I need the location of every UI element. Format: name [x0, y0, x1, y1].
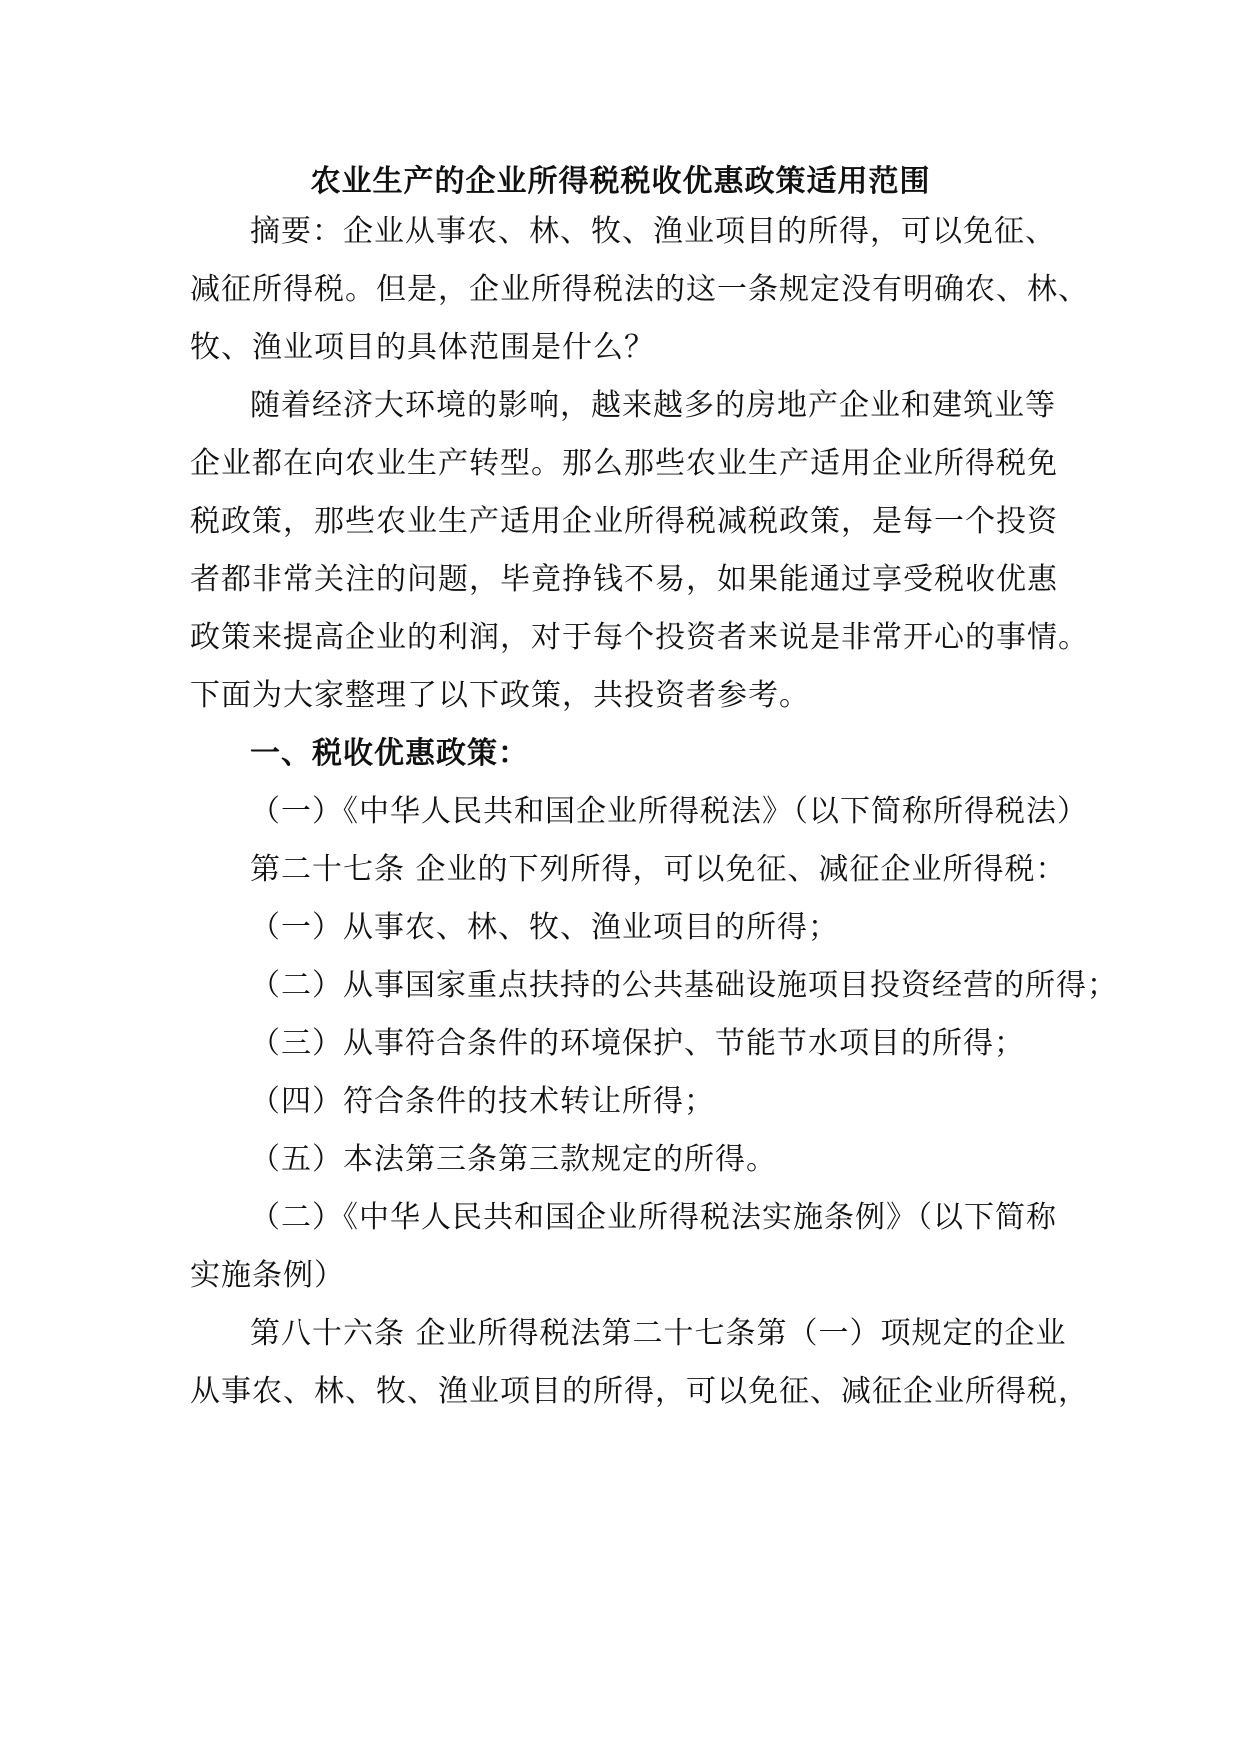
abstract-line: 摘要：企业从事农、林、牧、渔业项目的所得，可以免征、 — [250, 214, 1056, 249]
intro-line: 政策来提高企业的利润，对于每个投资者来说是非常开心的事情。 — [190, 620, 1089, 655]
article-27-item: （二）从事国家重点扶持的公共基础设施项目投资经营的所得； — [250, 968, 1118, 1003]
abstract-line: 减征所得税。但是，企业所得税法的这一条规定没有明确农、林、 — [190, 272, 1089, 307]
law-reference-1: （一）《中华人民共和国企业所得税法》（以下简称所得税法） — [250, 794, 1088, 829]
article-27: 第二十七条 企业的下列所得，可以免征、减征企业所得税： — [250, 852, 1067, 887]
law-reference-2: （二）《中华人民共和国企业所得税法实施条例》（以下简称 — [250, 1200, 1057, 1235]
article-86: 从事农、林、牧、渔业项目的所得，可以免征、减征企业所得税， — [190, 1374, 1089, 1409]
article-27-item: （三）从事符合条件的环境保护、节能节水项目的所得； — [250, 1026, 1025, 1061]
intro-line: 者都非常关注的问题，毕竟挣钱不易，如果能通过享受税收优惠 — [190, 562, 1058, 597]
intro-line: 下面为大家整理了以下政策，共投资者参考。 — [190, 678, 810, 713]
intro-line: 税政策，那些农业生产适用企业所得税减税政策，是每一个投资 — [190, 504, 1058, 539]
article-86: 第八十六条 企业所得税法第二十七条第（一）项规定的企业 — [250, 1316, 1067, 1351]
article-27-item: （五）本法第三条第三款规定的所得。 — [250, 1142, 777, 1177]
abstract-line: 牧、渔业项目的具体范围是什么？ — [190, 330, 655, 365]
law-reference-2: 实施条例） — [190, 1258, 345, 1293]
article-27-item: （一）从事农、林、牧、渔业项目的所得； — [250, 910, 839, 945]
document-title: 农业生产的企业所得税税收优惠政策适用范围 — [310, 164, 931, 199]
intro-line: 随着经济大环境的影响，越来越多的房地产企业和建筑业等 — [250, 388, 1056, 423]
article-27-item: （四）符合条件的技术转让所得； — [250, 1084, 715, 1119]
section-heading: 一、税收优惠政策： — [250, 736, 529, 771]
intro-line: 企业都在向农业生产转型。那么那些农业生产适用企业所得税免 — [190, 446, 1058, 481]
